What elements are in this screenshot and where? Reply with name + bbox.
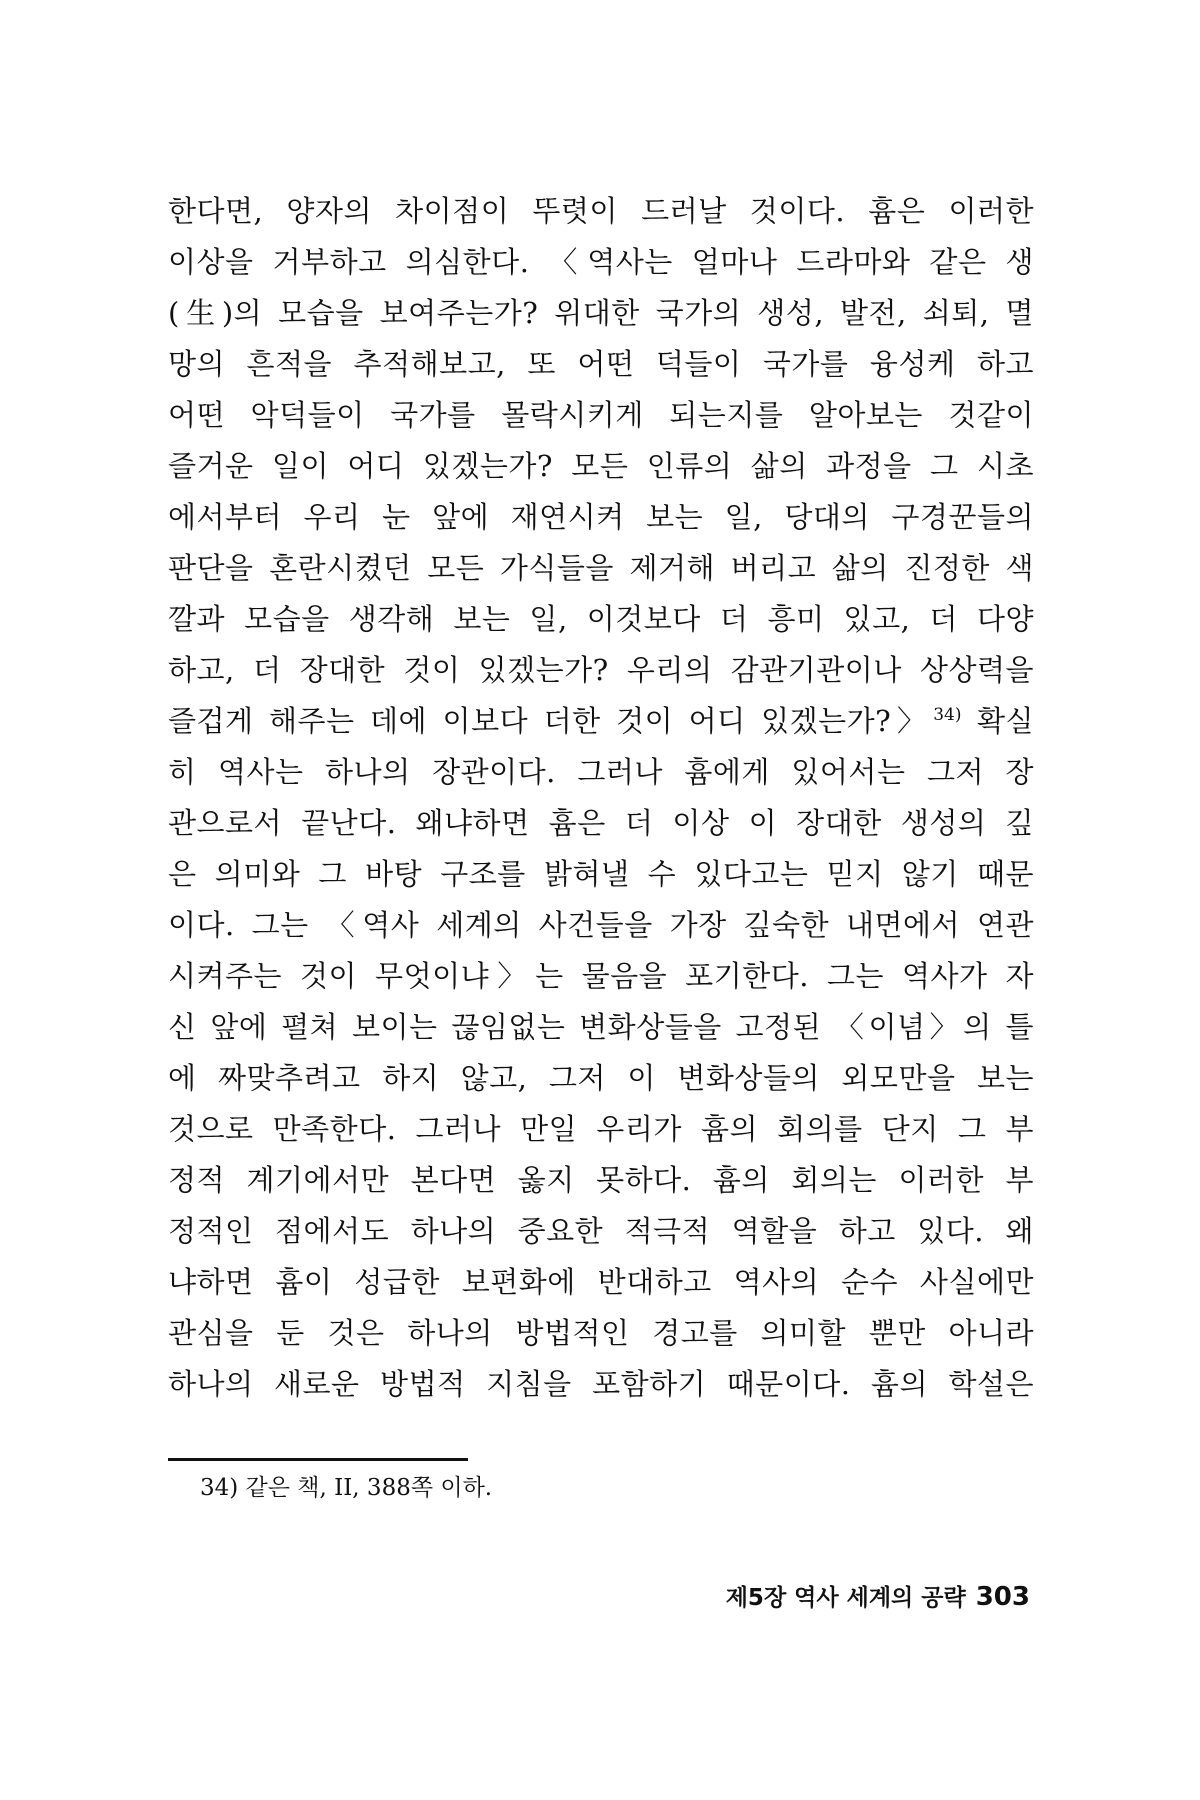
text-line-part: 즐겁게 해주는 데에 이보다 더한 것이 어디 있겠는가?〉 xyxy=(168,704,933,738)
text-line: 정적 계기에서만 본다면 옳지 못하다. 흄의 회의는 이러한 부 xyxy=(168,1163,1034,1197)
running-footer xyxy=(726,1582,1030,1613)
text-line: 에 짜맞추려고 하지 않고, 그저 이 변화상들의 외모만을 보는 xyxy=(168,1061,1034,1095)
text-line: 어떤 악덕들이 국가를 몰락시키게 되는지를 알아보는 것같이 xyxy=(168,398,1034,432)
text-line: 시켜주는 것이 무엇이냐〉는 물음을 포기한다. 그는 역사가 자 xyxy=(168,959,1034,993)
text-line-with-footnote xyxy=(168,696,1034,747)
footnote-reference: 34) xyxy=(933,705,962,726)
text-line: 관심을 둔 것은 하나의 방법적인 경고를 의미할 뿐만 아니라 xyxy=(168,1316,1034,1350)
text-line: 하나의 새로운 방법적 지침을 포함하기 때문이다. 흄의 학설은 xyxy=(168,1367,1034,1401)
text-line: 관으로서 끝난다. 왜냐하면 흄은 더 이상 이 장대한 생성의 깊 xyxy=(168,806,1034,840)
text-line: 망의 흔적을 추적해보고, 또 어떤 덕들이 국가를 융성케 하고 xyxy=(168,347,1034,381)
body-text xyxy=(168,186,1034,1410)
text-line-part: 확실 xyxy=(976,704,1035,738)
text-line: 신 앞에 펼쳐 보이는 끊임없는 변화상들을 고정된 〈이념〉의 틀 xyxy=(168,1010,1034,1044)
text-line: 하고, 더 장대한 것이 있겠는가? 우리의 감관기관이나 상상력을 xyxy=(168,653,1034,687)
text-line: 은 의미와 그 바탕 구조를 밝혀낼 수 있다고는 믿지 않기 때문 xyxy=(168,857,1034,891)
text-line: 것으로 만족한다. 그러나 만일 우리가 흄의 회의를 단지 그 부 xyxy=(168,1112,1034,1146)
text-line: 이다. 그는 〈역사 세계의 사건들을 가장 깊숙한 내면에서 연관 xyxy=(168,908,1034,942)
text-line: 한다면, 양자의 차이점이 뚜렷이 드러날 것이다. 흄은 이러한 xyxy=(168,194,1034,228)
text-line: 정적인 점에서도 하나의 중요한 적극적 역할을 하고 있다. 왜 xyxy=(168,1214,1034,1248)
text-line: 냐하면 흄이 성급한 보편화에 반대하고 역사의 순수 사실에만 xyxy=(168,1265,1034,1299)
footnote-divider xyxy=(168,1458,468,1461)
footnote: 34) 같은 책, II, 388쪽 이하. xyxy=(200,1475,493,1501)
text-line: 깔과 모습을 생각해 보는 일, 이것보다 더 흥미 있고, 더 다양 xyxy=(168,602,1034,636)
page-number: 303 xyxy=(975,1582,1030,1612)
text-line: 이상을 거부하고 의심한다. 〈역사는 얼마나 드라마와 같은 생 xyxy=(168,245,1034,279)
running-title: 제5장 역사 세계의 공략 xyxy=(725,1585,966,1611)
text-line: 히 역사는 하나의 장관이다. 그러나 흄에게 있어서는 그저 장 xyxy=(168,755,1034,789)
text-line: 판단을 혼란시켰던 모든 가식들을 제거해 버리고 삶의 진정한 색 xyxy=(168,551,1034,585)
text-line: (生)의 모습을 보여주는가? 위대한 국가의 생성, 발전, 쇠퇴, 멸 xyxy=(168,296,1034,330)
text-line: 즐거운 일이 어디 있겠는가? 모든 인류의 삶의 과정을 그 시초 xyxy=(168,449,1034,483)
text-line: 에서부터 우리 눈 앞에 재연시켜 보는 일, 당대의 구경꾼들의 xyxy=(168,500,1034,534)
